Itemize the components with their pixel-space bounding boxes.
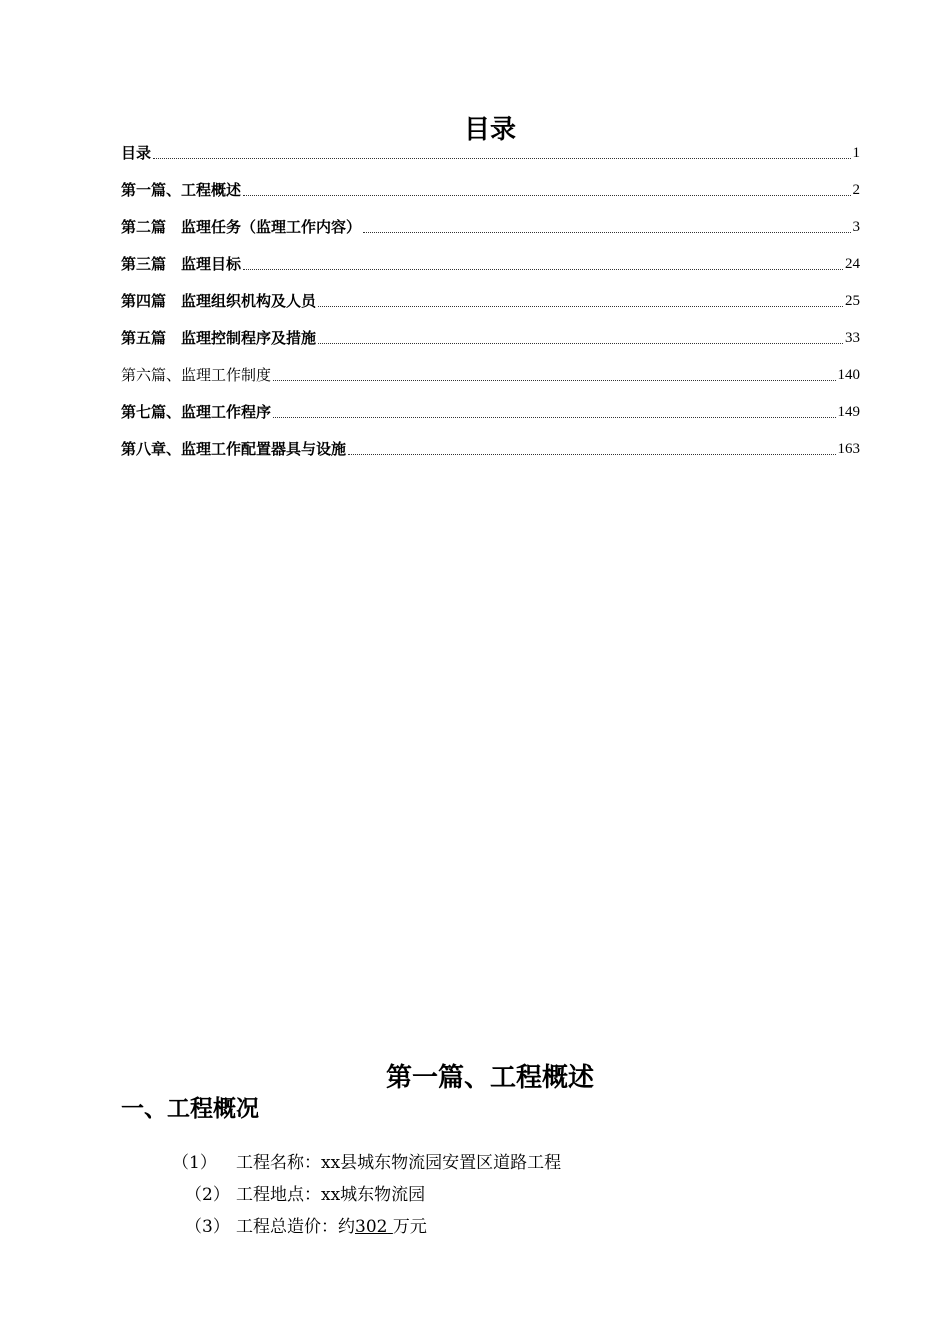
toc-entry-page: 24 [845, 256, 860, 272]
item-prefix: 约 [338, 1217, 355, 1237]
toc-entry-page: 25 [845, 293, 860, 309]
toc-entry[interactable] [121, 143, 860, 180]
toc-entry-page: 2 [852, 182, 860, 198]
project-info-list [0, 1150, 950, 1246]
toc-entry[interactable] [121, 254, 860, 291]
item-value: xx城东物流园 [321, 1185, 426, 1205]
toc-entry-page: 140 [837, 367, 860, 383]
toc-entry-label: 第六篇、监理工作制度 [121, 366, 272, 384]
toc-entry[interactable] [121, 180, 860, 217]
toc-entry-label: 第三篇 监理目标 [121, 255, 242, 273]
part-title: 第一篇、工程概述 [385, 1063, 594, 1093]
cost-amount-value: 302 [355, 1217, 388, 1237]
toc-entry-label: 第八章、监理工作配置器具与设施 [121, 440, 347, 458]
toc-leader-dots [363, 217, 850, 233]
item-label: 工程名称： [236, 1153, 321, 1173]
project-info-item [0, 1150, 950, 1182]
cost-unit: 万元 [392, 1217, 427, 1237]
toc-entry-page: 163 [837, 441, 860, 457]
toc-entry[interactable] [121, 439, 860, 476]
toc-entry-page: 1 [852, 145, 860, 161]
toc-leader-dots [348, 439, 835, 455]
toc-leader-dots [243, 254, 843, 270]
toc-entry-page: 3 [852, 219, 860, 235]
item-number: （1） [172, 1153, 217, 1173]
toc-leader-dots [318, 291, 843, 307]
toc-leader-dots [153, 143, 850, 159]
toc-leader-dots [273, 402, 835, 418]
project-info-item [0, 1214, 950, 1246]
toc-entry[interactable] [121, 365, 860, 402]
cost-amount [355, 1217, 393, 1237]
section-title: 一、工程概况 [121, 1096, 259, 1122]
item-text [236, 1182, 425, 1208]
item-label: 工程总造价： [236, 1217, 338, 1237]
toc-entry-label: 第一篇、工程概述 [121, 181, 242, 199]
item-text [236, 1214, 427, 1240]
project-info-item [0, 1182, 950, 1214]
toc-entry[interactable] [121, 291, 860, 328]
item-text [236, 1150, 561, 1176]
toc-entry-label: 目录 [121, 144, 152, 162]
toc-leader-dots [318, 328, 843, 344]
item-value: xx县城东物流园安置区道路工程 [321, 1153, 562, 1173]
toc-entry-label: 第五篇 监理控制程序及措施 [121, 329, 317, 347]
toc-entry-label: 第四篇 监理组织机构及人员 [121, 292, 317, 310]
item-number: （2） [185, 1185, 230, 1205]
toc-entry-label: 第七篇、监理工作程序 [121, 403, 272, 421]
toc-entry-label: 第二篇 监理任务（监理工作内容） [121, 218, 362, 236]
toc-leader-dots [243, 180, 850, 196]
item-label: 工程地点： [236, 1185, 321, 1205]
toc-leader-dots [273, 365, 835, 381]
toc-entry[interactable] [121, 402, 860, 439]
toc-title: 目录 [463, 115, 516, 145]
toc-entry[interactable] [121, 328, 860, 365]
item-number: （3） [185, 1217, 230, 1237]
toc-entry-page: 33 [845, 330, 860, 346]
toc-entry-page: 149 [837, 404, 860, 420]
toc-entry[interactable] [121, 217, 860, 254]
table-of-contents [121, 143, 860, 476]
